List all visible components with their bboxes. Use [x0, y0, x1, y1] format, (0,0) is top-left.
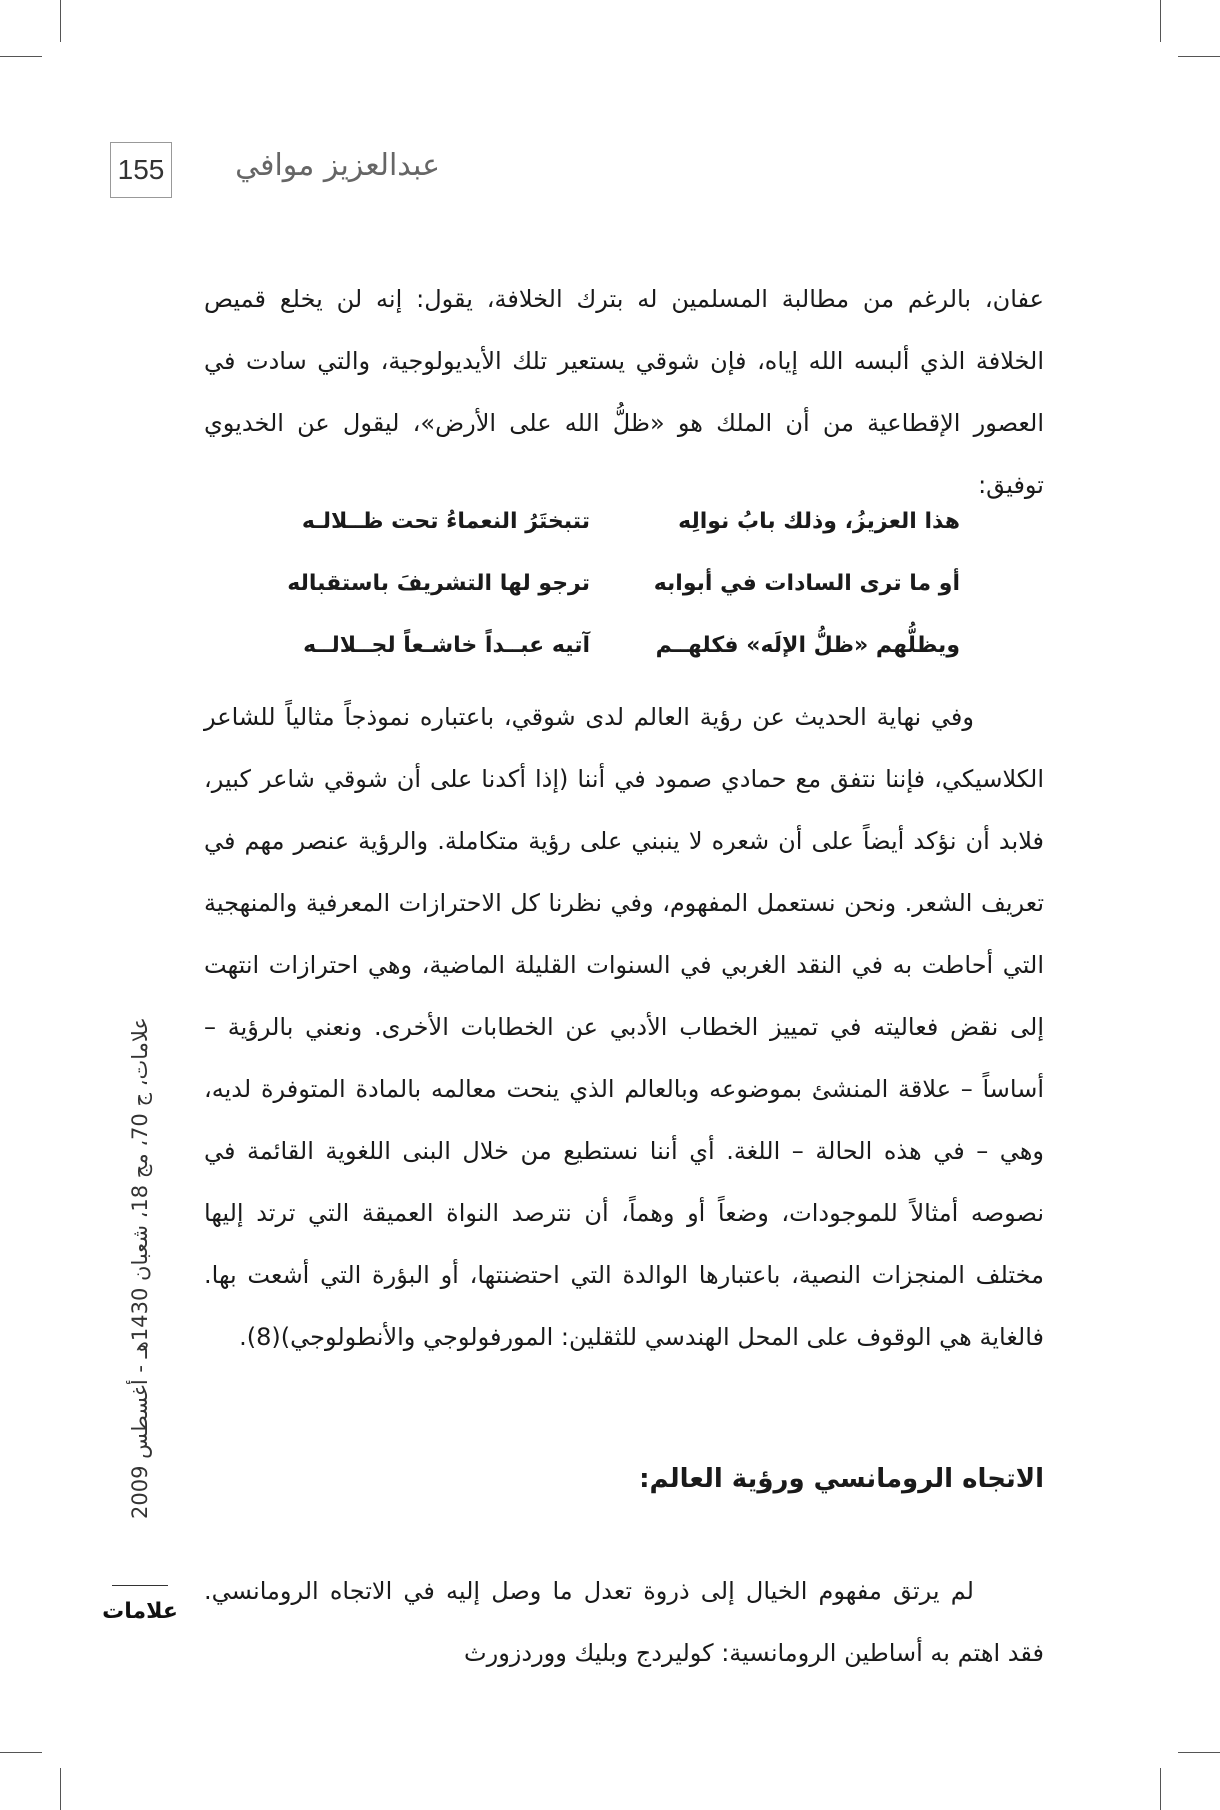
verse-first-hemistich: ويظلُّهم «ظلُّ الإلَه» فكلهــم: [655, 632, 960, 658]
paragraph-romantic: لم يرتق مفهوم الخيال إلى ذروة تعدل ما وصل إليه في الاتجاه الرومانسي. فقد اهتم به أساطين الرومانسية: كوليردج وبليك ووردزورث: [204, 1577, 1044, 1667]
verse-row: [300, 614, 960, 676]
ribbon-divider: [112, 1585, 168, 1586]
poem-verses: [287, 490, 960, 676]
verse-second-hemistich: آتيه عبــداً خاشـعاً لجــلالــه: [303, 632, 590, 658]
crop-mark: [1178, 1752, 1220, 1753]
crop-mark: [60, 0, 61, 42]
journal-citation-ribbon: [118, 958, 162, 1578]
page-number: 155: [110, 142, 172, 198]
crop-mark: [0, 56, 42, 57]
verse-first-hemistich: أو ما ترى السادات في أبوابه: [653, 570, 960, 596]
section-heading: الاتجاه الرومانسي ورؤية العالم:: [639, 1464, 1044, 1494]
verse-row: [287, 552, 960, 614]
crop-mark: [60, 1768, 61, 1810]
crop-mark: [0, 1752, 42, 1753]
verse-first-hemistich: هذا العزيزُ، وذلك بابُ نوالِه: [678, 508, 960, 534]
running-header-author: عبدالعزيز موافي: [235, 148, 440, 183]
verse-row: [300, 490, 960, 552]
verse-second-hemistich: ترجو لها التشريفَ باستقباله: [287, 570, 590, 596]
crop-mark: [1160, 0, 1161, 42]
paragraph-main: وفي نهاية الحديث عن رؤية العالم لدى شوقي، باعتباره نموذجاً مثالياً للشاعر الكلاسيكي، فإننا نتفق مع حمادي صمود في أننا (إذا أكدنا على أن شوقي شاعر كبير، فلابد أن نؤكد أيضاً على أن شعره لا ينبني على رؤية متكاملة. والرؤية عنصر مهم في تعريف الشعر. ونحن نستعمل المفهوم، وفي نظرنا كل الاحترازات المعرفية والمنهجية التي أحاطت به في النقد الغربي في السنوات القليلة الماضية، وهي احترازات انتهت إلى نقض فعاليته في تمييز الخطاب الأدبي عن الخطابات الأخرى. ونعني بالرؤية – أساساً – علاقة المنشئ بموضوعه وبالعالم الذي ينحت معالمه بالمادة المتوفرة لديه، وهي – في هذه الحالة – اللغة. أي أننا نستطيع من خلال البنى اللغوية القائمة في نصوصه أمثالاً للموجودات، وضعاً أو وهماً، أن نترصد النواة العميقة التي ترتد إليها مختلف المنجزات النصية، باعتبارها الوالدة التي احتضنتها، أو البؤرة التي أشعت بها. فالغاية هي الوقوف على المحل الهندسي للثقلين: المورفولوجي والأنطولوجي)(8).: [204, 703, 1044, 1351]
crop-mark: [1178, 56, 1220, 57]
journal-citation-text: علامات، ج 70، مج 18، شعبان 1430هـ - أغسطس 2009: [128, 1017, 153, 1519]
paragraph-intro: عفان، بالرغم من مطالبة المسلمين له بترك الخلافة، يقول: إنه لن يخلع قميص الخلافة الذي ألبسه الله إياه، فإن شوقي يستعير تلك الأيديولوجية، والتي سادت في العصور الإقطاعية من أن الملك هو «ظلُّ الله على الأرض»، ليقول عن الخديوي توفيق:: [204, 285, 1044, 499]
verse-second-hemistich: تتبختَرُ النعماءُ تحت ظــلالـه: [301, 508, 590, 534]
journal-logo: علامات: [102, 1598, 178, 1624]
crop-mark: [1160, 1768, 1161, 1810]
